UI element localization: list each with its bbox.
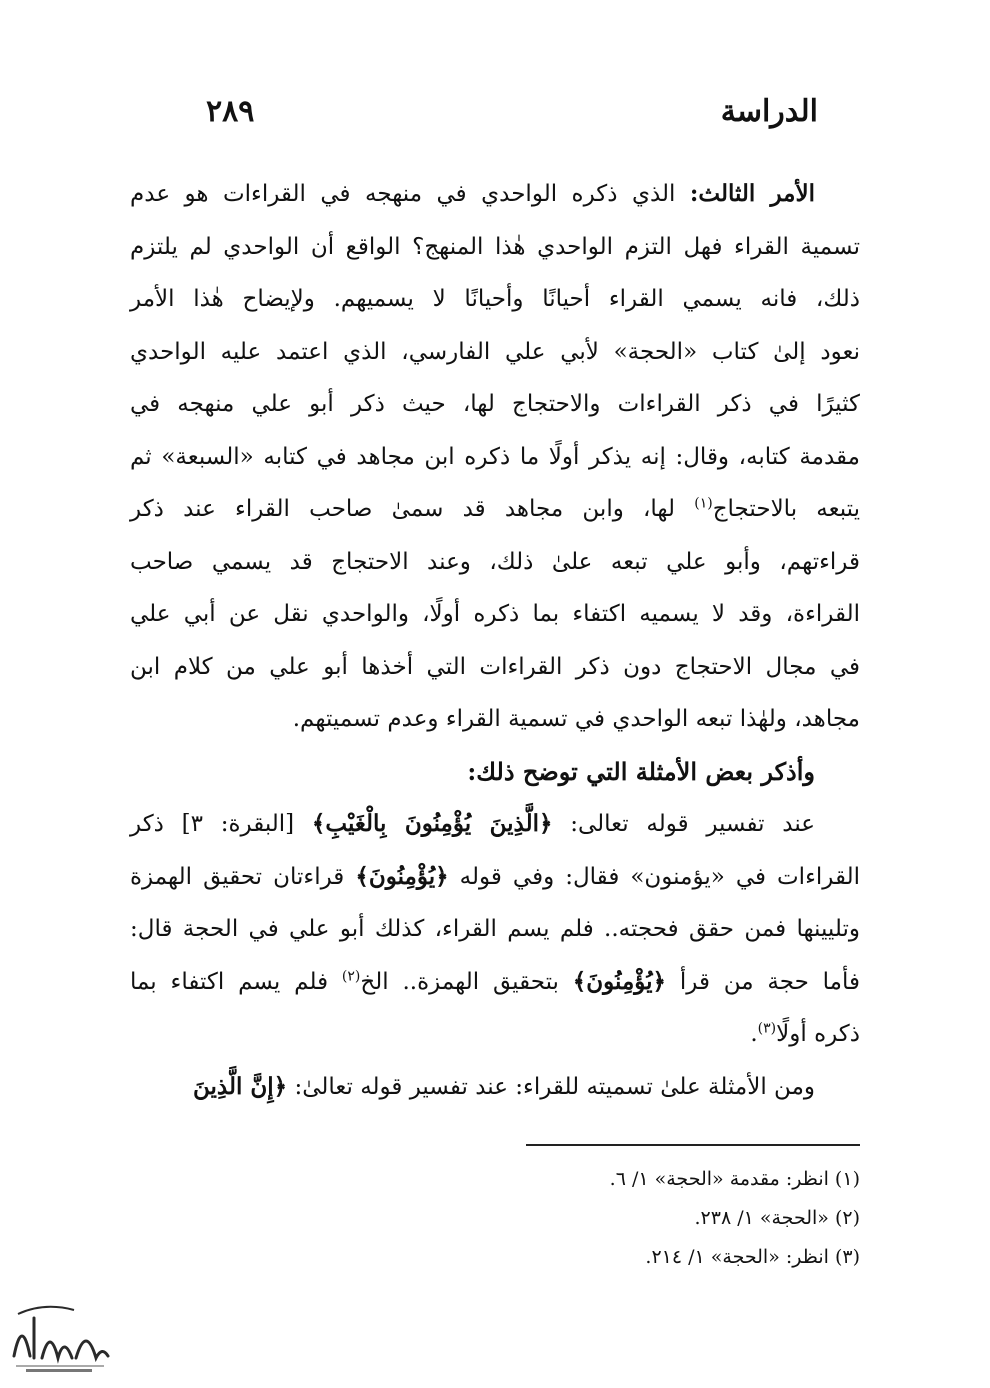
paragraph-line [130,956,860,1009]
paragraph-lead: الأمر الثالث: [689,180,815,207]
text-span: ومن الأمثلة علىٰ تسميته للقراء: عند تفسير قوله تعالىٰ: [287,1073,815,1100]
paragraph-line: مجاهد، ولهٰذا تبعه الواحدي في تسمية القراء وعدم تسميتهم. [292,706,860,732]
page-number: ٢٨٩ [206,94,255,129]
text-span: بتحقيق الهمزة.. الخ [360,968,573,995]
running-head-title: الدراسة [720,94,818,129]
text-span: لها، وابن مجاهد قد سمىٰ صاحب القراء عند ذكر [130,496,695,522]
footnotes [360,1160,860,1277]
footnote: (١) انظر: مقدمة «الحجة» ١/ ٦. [609,1168,860,1190]
paragraph-line [130,851,860,904]
footnote-ref: (١) [694,495,713,512]
footnote: (٣) انظر: «الحجة» ١/ ٢١٤. [645,1246,860,1268]
text-span: فلم يسم اكتفاء بما [130,968,342,995]
quran-verse: ﴿الَّذِينَ يُؤْمِنُونَ بِالْغَيْبِ﴾ [311,810,553,837]
footnote-ref: (٣) [757,1020,777,1037]
text-span: القراءات في «يؤمنون» فقال: وفي قوله [448,863,861,890]
paragraph-line [130,1061,860,1114]
footnote-divider [526,1144,860,1146]
watermark-logo [4,1296,114,1378]
paragraph-line: نعود إلىٰ كتاب «الحجة» لأبي علي الفارسي، الذي اعتمد عليه الواحدي [130,338,860,365]
paragraph-line: في مجال الاحتجاج دون ذكر القراءات التي أخذها أبو علي من كلام ابن [130,653,860,680]
paragraph-line [130,798,860,851]
paragraph-line: القراءة، وقد لا يسميه اكتفاء بما ذكره أولًا، والواحدي نقل عن أبي علي [130,601,860,627]
quran-verse: ﴿إِنَّ الَّذِينَ [192,1072,288,1100]
section-heading: وأذكر بعض الأمثلة التي توضح ذلك: [467,756,815,786]
main-text [130,168,860,1113]
text-span: ذكره أولًا [776,1021,860,1047]
quran-verse: ﴿يُؤْمِنُونَ﴾ [355,862,449,890]
text-span: عند تفسير قوله تعالى: [552,811,816,837]
footnote-ref: (٢) [341,967,361,984]
text-span: الذي ذكره الواحدي في منهجه في القراءات هو عدم [130,181,690,207]
text-span: [البقرة: ٣] ذكر [130,811,312,837]
quran-verse: ﴿يُؤْمِنُونَ﴾ [572,967,667,995]
paragraph-line: وتليينها فمن حقق فحجته.. فلم يسم القراء، كذلك أبو علي في الحجة قال: [130,916,860,942]
paragraph-line [130,168,860,221]
paragraph-line: تسمية القراء فهل التزم الواحدي هٰذا المنهج؟ الواقع أن الواحدي لم يلتزم [130,233,860,260]
text-span: قراءتان تحقيق الهمزة [130,863,356,890]
text-span: يتبعه بالاحتجاج [712,496,860,522]
paragraph-line [130,1008,860,1061]
paragraph-line: ذلك، فانه يسمي القراء أحيانًا وأحيانًا لا يسميهم. ولإيضاح هٰذا الأمر [130,286,860,312]
paragraph-line: كثيرًا في ذكر القراءات والاحتجاج لها، حيث ذكر أبو علي منهجه في [130,391,860,417]
paragraph-line: مقدمة كتابه، وقال: إنه يذكر أولًا ما ذكره ابن مجاهد في كتابه «السبعة» ثم [130,443,860,470]
paragraph-line [130,483,860,536]
text-span: . [750,1021,758,1047]
text-span: فأما حجة من قرأ [666,968,860,995]
paragraph-line: قراءتهم، وأبو علي تبعه علىٰ ذلك، وعند الاحتجاج قد يسمي صاحب [130,548,860,575]
footnote: (٢) «الحجة» ١/ ٢٣٨. [694,1207,860,1229]
